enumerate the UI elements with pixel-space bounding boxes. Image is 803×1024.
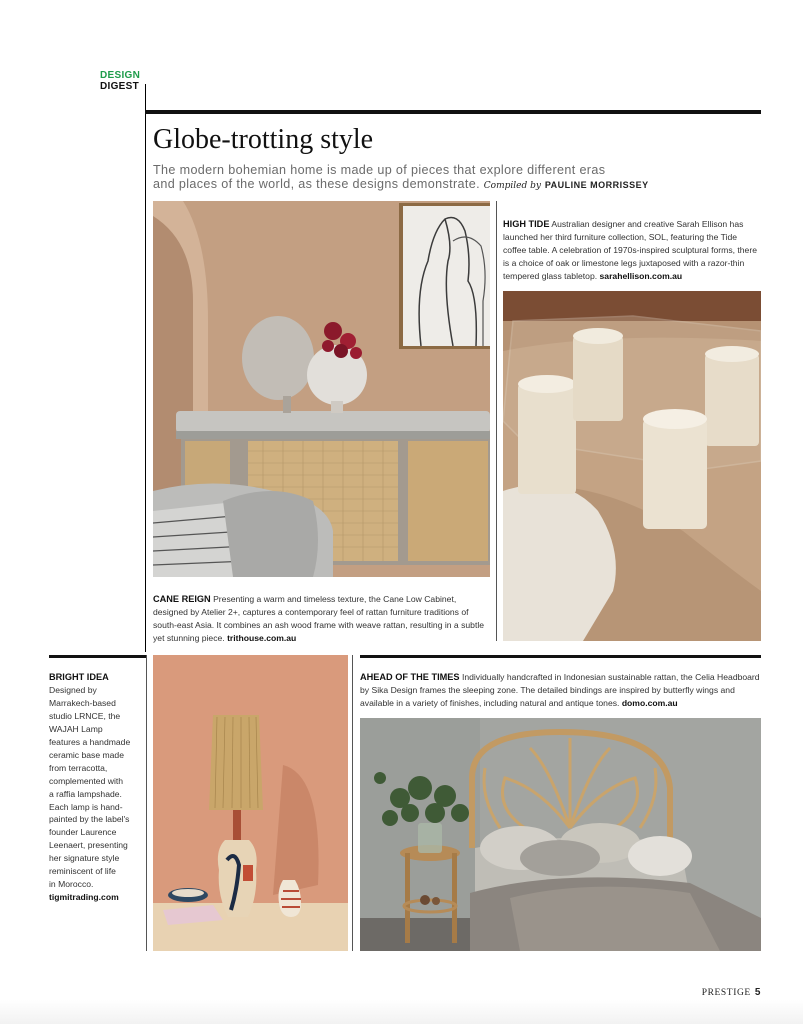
page-number: 5 <box>754 987 761 998</box>
left-vertical-rule <box>145 84 146 652</box>
bright-idea-line: Each lamp is hand- <box>49 801 123 812</box>
bright-idea-line: ceramic base made <box>49 749 124 760</box>
rule-ahead <box>360 655 761 658</box>
cane-reign-heading: CANE REIGN <box>153 594 211 604</box>
folio <box>702 987 761 998</box>
bright-idea-line: complemented with <box>49 775 124 786</box>
bright-idea-heading: BRIGHT IDEA <box>49 672 109 682</box>
cane-reign-text: Presenting a warm and timeless texture, the Cane Low Cabinet, designed by Atelier 2+, captures a contemporary feel of rattan furniture traditions of south-east Asia. It combines an ash wood frame with weave rattan, resulting in a subtle yet stunning piece. <box>153 594 485 643</box>
magazine-name: PRESTIGE <box>701 988 751 998</box>
ahead-url: domo.com.au <box>621 698 678 708</box>
bright-idea-line: Designed by <box>49 684 97 695</box>
high-tide-heading: HIGH TIDE <box>503 219 550 229</box>
bright-idea-line: her signature style <box>49 853 120 864</box>
bright-idea-caption <box>49 671 145 904</box>
ahead-text: Individually handcrafted in Indonesian sustainable rattan, the Celia Headboard by Sika Design frames the sleeping zone. The detailed bindings are inspired by butterfly wings and available in a variety of finishes, including natural and antique tones. <box>360 672 760 708</box>
standfirst <box>153 163 753 193</box>
bright-idea-line: studio LRNCE, the <box>49 710 121 721</box>
author-name: PAULINE MORRISSEY <box>544 180 649 190</box>
bright-idea-line: painted by the label's <box>49 814 130 825</box>
section-label-digest: DIGEST <box>100 81 140 92</box>
column-divider-top <box>496 201 497 641</box>
standfirst-line-2: and places of the world, as these designs demonstrate. <box>153 177 480 191</box>
page-edge-shadow <box>0 1000 803 1024</box>
top-rule <box>145 110 761 114</box>
standfirst-line-1: The modern bohemian home is made up of pieces that explore different eras <box>153 163 606 177</box>
cane-reign-url: trithouse.com.au <box>227 633 297 643</box>
cane-cabinet-photo <box>153 201 490 577</box>
bright-idea-url: tigmitrading.com <box>49 892 119 903</box>
wajah-lamp-photo <box>153 655 348 951</box>
ahead-caption <box>360 671 761 710</box>
tide-coffee-table-photo <box>503 291 761 641</box>
high-tide-caption <box>503 218 761 283</box>
column-divider-bottom-left <box>146 655 147 951</box>
ahead-heading: AHEAD OF THE TIMES <box>360 672 460 682</box>
bright-idea-line: Leenaert, presenting <box>49 840 128 851</box>
column-divider-bottom-mid <box>352 655 353 951</box>
rule-bright-idea <box>49 655 146 658</box>
high-tide-url: sarahellison.com.au <box>599 271 683 281</box>
bright-idea-line: in Morocco. <box>49 879 94 890</box>
bright-idea-line: WAJAH Lamp <box>49 723 103 734</box>
compiled-by-label: Compiled by <box>483 181 541 191</box>
section-label-design: DESIGN <box>100 70 141 81</box>
cane-reign-caption <box>153 593 490 645</box>
high-tide-text: Australian designer and creative Sarah Ellison has launched her third furniture collection, SOL, featuring the Tide coffee table. A celebration of 1970s-inspired sculptural forms, there is a choice of oak or limestone legs juxtaposed with a razor-thin tempered glass tabletop. <box>503 219 757 281</box>
bright-idea-line: reminiscent of life <box>49 866 116 877</box>
article-title: Globe-trotting style <box>153 124 374 155</box>
bright-idea-line: a raffia lampshade. <box>49 788 122 799</box>
bright-idea-line: Marrakech-based <box>49 697 116 708</box>
section-label <box>100 70 140 92</box>
bright-idea-line: from terracotta, <box>49 762 108 773</box>
celia-headboard-photo <box>360 718 761 951</box>
bright-idea-line: founder Laurence <box>49 827 117 838</box>
bright-idea-line: features a handmade <box>49 736 131 747</box>
